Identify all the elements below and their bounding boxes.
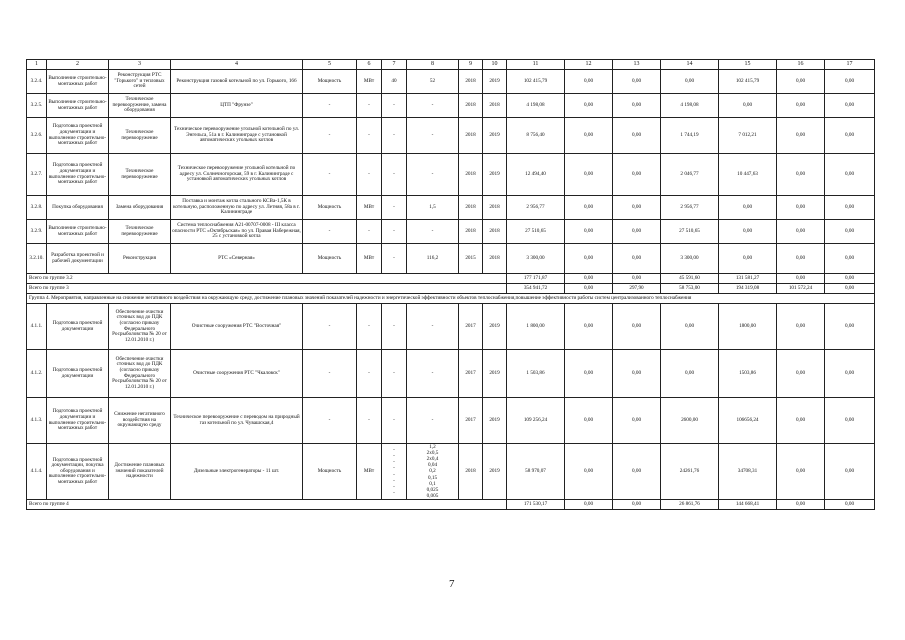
cell-v8: - (407, 94, 459, 118)
cell-c16: 0,00 (777, 304, 825, 350)
cell-ind: - (303, 118, 357, 154)
cell-n: 3.2.9. (27, 220, 47, 244)
cell-y2: 2019 (483, 444, 507, 500)
cell-v7: - (382, 220, 407, 244)
cell-purpose: Техническое перевооружение (109, 220, 171, 244)
cell-c17: 0,00 (825, 118, 875, 154)
total-c16: 0,00 (777, 500, 825, 510)
stack-value: - (393, 459, 395, 466)
cell-n: 3.2.5. (27, 94, 47, 118)
cell-y2: 2019 (483, 118, 507, 154)
cell-y2: 2019 (483, 70, 507, 94)
cell-c12: 0,00 (565, 444, 613, 500)
stack-value: - (393, 471, 395, 478)
cell-y2: 2019 (483, 154, 507, 196)
cell-n: 4.1.4. (27, 444, 47, 500)
cell-c16: 0,00 (777, 444, 825, 500)
cell-unit: - (357, 94, 382, 118)
cell-object: Реконструкция газовой котельной по ул. Горького, 166 (171, 70, 303, 94)
column-number: 9 (459, 60, 483, 70)
column-number: 1 (27, 60, 47, 70)
column-number: 17 (825, 60, 875, 70)
cell-c17: 0,00 (825, 244, 875, 274)
cell-work: Подготовка проектной документации и выполнение строительно-монтажных работ (47, 398, 109, 444)
cell-c12: 0,00 (565, 350, 613, 398)
cell-unit: - (357, 220, 382, 244)
cell-y1: 2017 (459, 398, 483, 444)
cell-v8-stack (407, 444, 459, 500)
stack-value: 0,04 (427, 462, 438, 469)
cell-c12: 0,00 (565, 70, 613, 94)
stack-value: 2х0,4 (426, 456, 439, 463)
cell-c16: 0,00 (777, 154, 825, 196)
cell-c15: 1800,00 (719, 304, 777, 350)
column-number: 8 (407, 60, 459, 70)
cell-y2: 2018 (483, 244, 507, 274)
column-number: 11 (507, 60, 565, 70)
cell-y1: 2017 (459, 304, 483, 350)
stack-value: - (393, 483, 395, 490)
cell-v8: - (407, 304, 459, 350)
total-c14: 58 753,00 (661, 284, 719, 294)
cell-ind: - (303, 154, 357, 196)
cell-object: Техническое перевооружение с переводом на природный газ котельной по ул. Чувашская,4 (171, 398, 303, 444)
cell-y1: 2017 (459, 350, 483, 398)
cell-c14: 24261,76 (661, 444, 719, 500)
total-c14: 26 861,76 (661, 500, 719, 510)
cell-c11: 8 756,40 (507, 118, 565, 154)
cell-v7: - (382, 304, 407, 350)
cell-v8: 52 (407, 70, 459, 94)
total-c16: 101 572,24 (777, 284, 825, 294)
cell-c11: 102 415,79 (507, 70, 565, 94)
table-row (27, 154, 875, 196)
cell-c11: 58 970,07 (507, 444, 565, 500)
cell-c11: 109 256,24 (507, 398, 565, 444)
stack-value: - (393, 489, 395, 496)
cell-c15: 0,00 (719, 220, 777, 244)
stack-value: 0,005 (426, 492, 439, 499)
total-c15: 194 319,08 (719, 284, 777, 294)
cell-c15: 1503,86 (719, 350, 777, 398)
cell-c12: 0,00 (565, 94, 613, 118)
cell-y2: 2018 (483, 220, 507, 244)
cell-unit: МВт (357, 444, 382, 500)
cell-purpose: Обеспечение очистки сточных вод до ПДК (согласно приказу Федерального Росрыболовства № 20 от 12.01.2010 г.) (109, 304, 171, 350)
total-c17: 0,00 (825, 500, 875, 510)
table-row (27, 244, 875, 274)
cell-c17: 0,00 (825, 154, 875, 196)
cell-v8: - (407, 154, 459, 196)
cell-v7: - (382, 398, 407, 444)
cell-c17: 0,00 (825, 350, 875, 398)
cell-c16: 0,00 (777, 398, 825, 444)
total-c13: 0,00 (613, 274, 661, 284)
cell-purpose: Техническое перевооружение, замена оборудования (109, 94, 171, 118)
cell-v8: - (407, 398, 459, 444)
stack-value: 0,025 (426, 486, 439, 493)
cell-c12: 0,00 (565, 154, 613, 196)
cell-c13: 0,00 (613, 398, 661, 444)
cell-object: Техническое перевооружение угольной котельной по адресу ул. Солнечногорская, 59 в г. Калининграде с установкой автоматических угольных котлов (171, 154, 303, 196)
cell-y1: 2018 (459, 444, 483, 500)
cell-y1: 2018 (459, 154, 483, 196)
cell-c13: 0,00 (613, 244, 661, 274)
cell-work: Выполнение строительно-монтажных работ (47, 220, 109, 244)
cell-n: 3.2.4. (27, 70, 47, 94)
cell-c11: 2 956,77 (507, 196, 565, 220)
cell-c17: 0,00 (825, 94, 875, 118)
cell-y2: 2019 (483, 398, 507, 444)
column-number: 14 (661, 60, 719, 70)
cell-object: Поставка и монтаж котла стального КСВа-1,5К в котельную, расположенную по адресу ул. Летняя, 58а в г. Калининграде (171, 196, 303, 220)
total-label: Всего по группе 3 (27, 284, 507, 294)
cell-c11: 27 510,65 (507, 220, 565, 244)
column-number-row (27, 60, 875, 70)
stack-value: 0,2 (429, 468, 436, 475)
stack-value: - (393, 465, 395, 472)
cell-c13: 0,00 (613, 94, 661, 118)
total-c12: 0,00 (565, 274, 613, 284)
cell-c14: 0,00 (661, 70, 719, 94)
cell-c15: 0,00 (719, 244, 777, 274)
cell-n: 3.2.10. (27, 244, 47, 274)
cell-purpose: Замена оборудования (109, 196, 171, 220)
cell-c16: 0,00 (777, 70, 825, 94)
total-c15: 131 581,27 (719, 274, 777, 284)
cell-c14: 0,00 (661, 350, 719, 398)
cell-n: 3.2.8. (27, 196, 47, 220)
total-c11: 354 941,72 (507, 284, 565, 294)
cell-n: 3.2.7. (27, 154, 47, 196)
cell-c11: 4 198,08 (507, 94, 565, 118)
cell-c16: 0,00 (777, 350, 825, 398)
cell-c12: 0,00 (565, 304, 613, 350)
column-number: 13 (613, 60, 661, 70)
cell-c15: 0,00 (719, 196, 777, 220)
column-number: 7 (382, 60, 407, 70)
cell-v8: - (407, 220, 459, 244)
cell-c14: 0,00 (661, 304, 719, 350)
cell-object: Очистные сооружения РТС "Восточная" (171, 304, 303, 350)
cell-object: Дизельные электрогенераторы - 11 шт. (171, 444, 303, 500)
cell-purpose: Техническое перевооружение (109, 118, 171, 154)
cell-c13: 0,00 (613, 304, 661, 350)
cell-c16: 0,00 (777, 220, 825, 244)
total-c16: 0,00 (777, 274, 825, 284)
column-number: 5 (303, 60, 357, 70)
cell-c13: 0,00 (613, 220, 661, 244)
cell-unit: - (357, 118, 382, 154)
cell-c14: 1 744,19 (661, 118, 719, 154)
table-row (27, 118, 875, 154)
table-row (27, 398, 875, 444)
cell-unit: МВт (357, 244, 382, 274)
total-c13: 0,00 (613, 500, 661, 510)
cell-c12: 0,00 (565, 118, 613, 154)
cell-work: Подготовка проектной документации и выполнение строительно-монтажных работ (47, 118, 109, 154)
cell-unit: МВт (357, 196, 382, 220)
stack-value: 0,1 (429, 480, 436, 487)
cell-y1: 2018 (459, 220, 483, 244)
cell-ind: - (303, 304, 357, 350)
column-number: 15 (719, 60, 777, 70)
cell-c12: 0,00 (565, 196, 613, 220)
cell-c15: 0,00 (719, 94, 777, 118)
cell-purpose: Снижение негативного воздействия на окружающую среду (109, 398, 171, 444)
total-c11: 171 530,17 (507, 500, 565, 510)
cell-c16: 0,00 (777, 196, 825, 220)
cell-v7: - (382, 118, 407, 154)
cell-c15: 106656,24 (719, 398, 777, 444)
group-4-title: Группа 4. Мероприятия, направленные на снижение негативного воздействия на окружающую среду, достижение плановых значений показателей надежности и энергетической эффективности объектов теплоснабжения,повышение эффективности работы систем централизованного теплоснабжения (27, 294, 875, 304)
cell-unit: - (357, 304, 382, 350)
cell-v7: - (382, 94, 407, 118)
total-c12: 0,00 (565, 284, 613, 294)
stack-value: 0,15 (427, 474, 438, 481)
cell-n: 4.1.3. (27, 398, 47, 444)
column-number: 4 (171, 60, 303, 70)
cell-v8: 116,2 (407, 244, 459, 274)
cell-c17: 0,00 (825, 304, 875, 350)
cell-c14: 2 046,77 (661, 154, 719, 196)
cell-ind: Мощность (303, 444, 357, 500)
total-c13: 297,90 (613, 284, 661, 294)
cell-c15: 34708,31 (719, 444, 777, 500)
table-row (27, 94, 875, 118)
cell-unit: - (357, 350, 382, 398)
investment-program-table (26, 59, 875, 510)
column-number: 3 (109, 60, 171, 70)
cell-c15: 10 447,63 (719, 154, 777, 196)
cell-c14: 4 198,08 (661, 94, 719, 118)
total-row (27, 500, 875, 510)
cell-y2: 2019 (483, 350, 507, 398)
cell-y1: 2018 (459, 196, 483, 220)
cell-work: Покупка оборудования (47, 196, 109, 220)
cell-c11: 1 800,00 (507, 304, 565, 350)
cell-v7: - (382, 350, 407, 398)
cell-v8: - (407, 118, 459, 154)
cell-v7: 40 (382, 70, 407, 94)
cell-c13: 0,00 (613, 444, 661, 500)
cell-work: Подготовка проектной документации (47, 304, 109, 350)
cell-c13: 0,00 (613, 350, 661, 398)
total-row (27, 284, 875, 294)
cell-purpose: Обеспечение очистки сточных вод до ПДК (согласно приказу Федерального Росрыболовства № 20 от 12.01.2010 г.) (109, 350, 171, 398)
table-row (27, 220, 875, 244)
column-number: 10 (483, 60, 507, 70)
cell-c12: 0,00 (565, 220, 613, 244)
cell-c17: 0,00 (825, 70, 875, 94)
total-c15: 144 668,41 (719, 500, 777, 510)
cell-n: 4.1.2. (27, 350, 47, 398)
cell-y1: 2018 (459, 118, 483, 154)
cell-ind: - (303, 94, 357, 118)
column-number: 6 (357, 60, 382, 70)
cell-work: Подготовка проектной документации, покупка оборудования и выполнение строительно-монтажных работ (47, 444, 109, 500)
cell-ind: Мощность (303, 196, 357, 220)
column-number: 16 (777, 60, 825, 70)
cell-unit: - (357, 154, 382, 196)
cell-unit: МВт (357, 70, 382, 94)
total-label: Всего по группе 4 (27, 500, 507, 510)
total-c17: 0,00 (825, 274, 875, 284)
total-row (27, 274, 875, 284)
cell-purpose: Реконструкция (109, 244, 171, 274)
cell-v7: - (382, 196, 407, 220)
cell-y1: 2015 (459, 244, 483, 274)
cell-unit: - (357, 398, 382, 444)
cell-c14: 27 510,65 (661, 220, 719, 244)
cell-c11: 12 494,40 (507, 154, 565, 196)
table-row (27, 444, 875, 500)
cell-c12: 0,00 (565, 244, 613, 274)
cell-work: Выполнение строительно-монтажных работ (47, 94, 109, 118)
cell-c13: 0,00 (613, 70, 661, 94)
cell-ind: - (303, 220, 357, 244)
cell-c14: 3 300,00 (661, 244, 719, 274)
cell-c13: 0,00 (613, 154, 661, 196)
cell-v8: 1,5 (407, 196, 459, 220)
cell-work: Разработка проектной и рабочей документации (47, 244, 109, 274)
cell-c15: 102 415,79 (719, 70, 777, 94)
cell-y2: 2019 (483, 304, 507, 350)
cell-c15: 7 012,21 (719, 118, 777, 154)
cell-object: Очистные сооружения РТС "Чкаловск" (171, 350, 303, 398)
cell-ind: - (303, 398, 357, 444)
cell-ind: Мощность (303, 70, 357, 94)
cell-c13: 0,00 (613, 118, 661, 154)
cell-object: РТС «Северная» (171, 244, 303, 274)
table-row (27, 70, 875, 94)
table-row (27, 196, 875, 220)
cell-object: Система теплоснабжения А21-00707-0008 - III класса опасности РТС «Октябрьская» по ул. Правая Набережная, 25 с установкой котла (171, 220, 303, 244)
page-number: 7 (449, 578, 455, 590)
stack-value: 1,2 (429, 444, 436, 451)
cell-ind: Мощность (303, 244, 357, 274)
total-c11: 177 171,87 (507, 274, 565, 284)
cell-c14: 2600,00 (661, 398, 719, 444)
total-c17: 0,00 (825, 284, 875, 294)
cell-n: 4.1.1. (27, 304, 47, 350)
stack-value: - (393, 477, 395, 484)
stack-value: - (393, 453, 395, 460)
cell-c17: 0,00 (825, 220, 875, 244)
cell-v7-stack (382, 444, 407, 500)
stack-value: 2х0,5 (426, 450, 439, 457)
cell-c17: 0,00 (825, 398, 875, 444)
cell-v7: - (382, 154, 407, 196)
cell-n: 3.2.6. (27, 118, 47, 154)
cell-work: Подготовка проектной документации и выполнение строительно-монтажных работ (47, 154, 109, 196)
cell-y1: 2018 (459, 94, 483, 118)
cell-object: Техническое перевооружение угольной котельной по ул. Энгельса, 51а в г. Калининграде с установкой автоматических угольных котлов (171, 118, 303, 154)
cell-y2: 2018 (483, 94, 507, 118)
column-number: 2 (47, 60, 109, 70)
stack-value: - (393, 447, 395, 454)
cell-c11: 3 300,00 (507, 244, 565, 274)
cell-c17: 0,00 (825, 444, 875, 500)
cell-c16: 0,00 (777, 244, 825, 274)
cell-v8: - (407, 350, 459, 398)
cell-purpose: Реконструкция РТС "Горького" и тепловых сетей (109, 70, 171, 94)
cell-object: ЦТП "Фрунзе" (171, 94, 303, 118)
cell-y2: 2018 (483, 196, 507, 220)
column-number: 12 (565, 60, 613, 70)
table-row (27, 304, 875, 350)
cell-c11: 1 503,86 (507, 350, 565, 398)
total-label: Всего по группе 3.2 (27, 274, 507, 284)
cell-c16: 0,00 (777, 118, 825, 154)
cell-purpose: Достижение плановых значений показателей надежности (109, 444, 171, 500)
cell-v7: - (382, 244, 407, 274)
cell-purpose: Техническое перевооружение (109, 154, 171, 196)
cell-c16: 0,00 (777, 94, 825, 118)
table-row (27, 350, 875, 398)
cell-y1: 2018 (459, 70, 483, 94)
group-title-row (27, 294, 875, 304)
cell-c17: 0,00 (825, 196, 875, 220)
cell-ind: - (303, 350, 357, 398)
total-c14: 45 591,60 (661, 274, 719, 284)
cell-c12: 0,00 (565, 398, 613, 444)
cell-c14: 2 956,77 (661, 196, 719, 220)
cell-work: Подготовка проектной документации (47, 350, 109, 398)
cell-work: Выполнение строительно-монтажных работ (47, 70, 109, 94)
cell-c13: 0,00 (613, 196, 661, 220)
total-c12: 0,00 (565, 500, 613, 510)
